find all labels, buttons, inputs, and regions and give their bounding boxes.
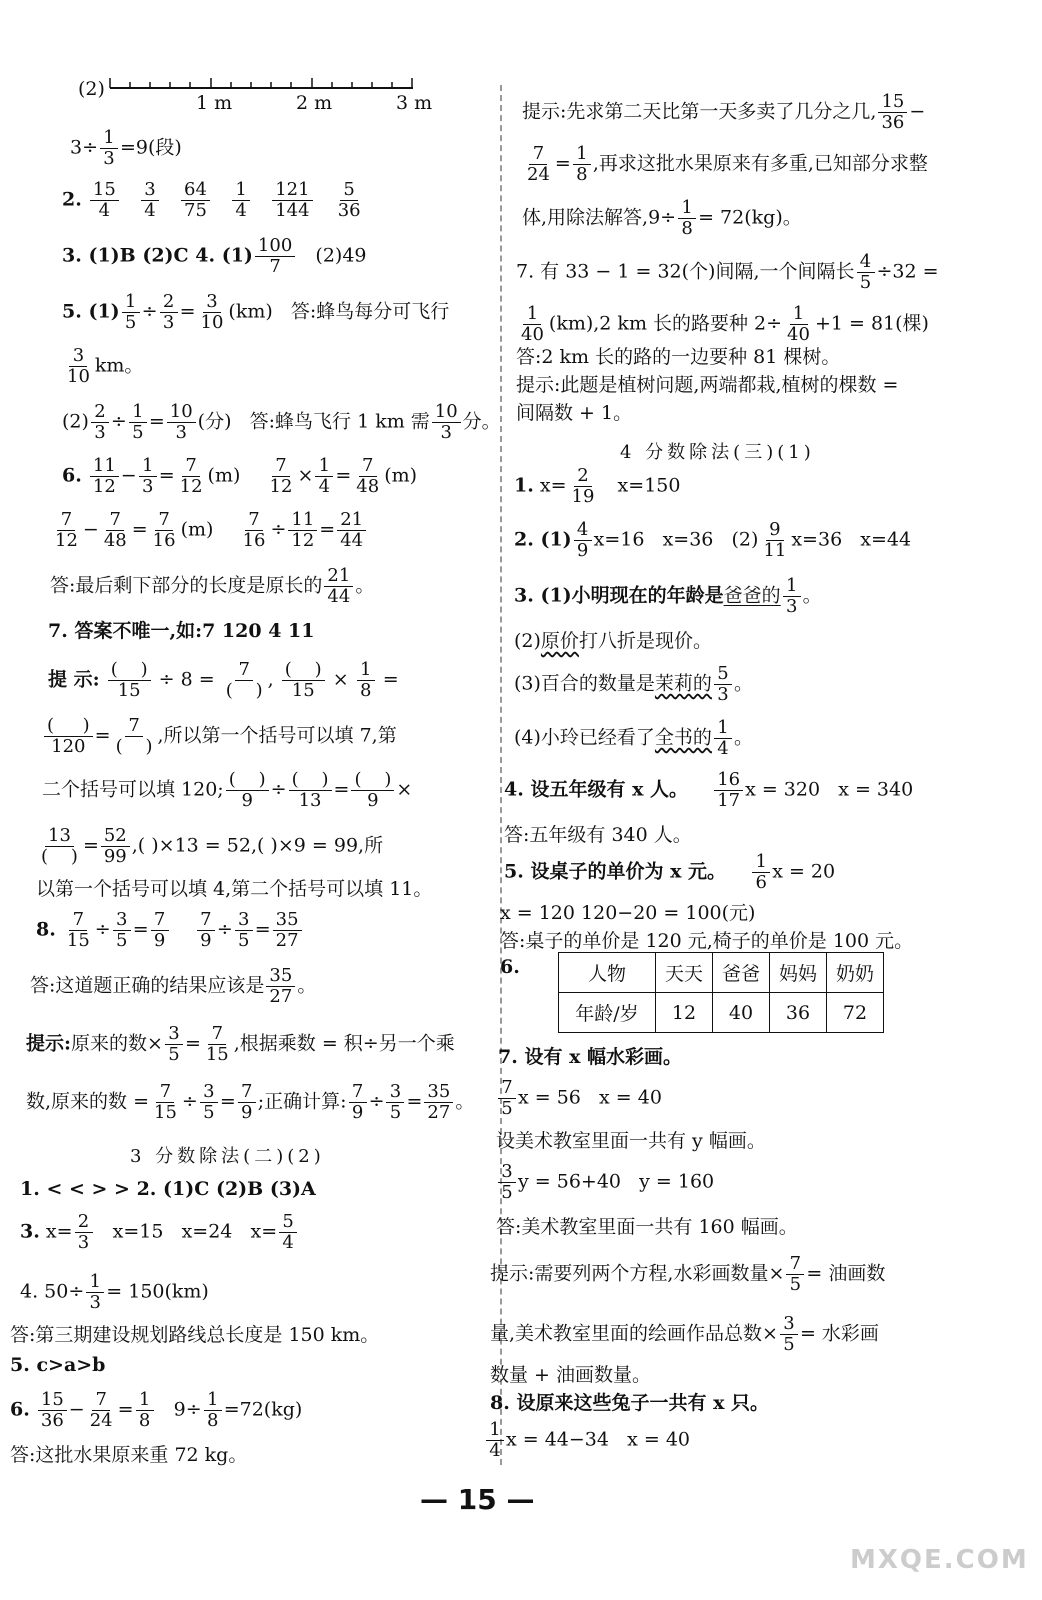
- table-cell: 人物: [559, 953, 656, 993]
- r-q7-answer: 答:2 km 长的路的一边要种 81 棵树。: [516, 346, 841, 368]
- r-hint-line3: 体,用除法解答,9÷ $\frac{1}{8}$ = 72(kg)。: [522, 197, 802, 239]
- section-4-heading: 4 分数除法(三)(1): [620, 442, 815, 463]
- q2-answers: 2. $\frac{15}{4}$ $\frac{3}{4}$ $\frac{64}{75}$ $\frac{1}{4}$ $\frac{121}{144}$ $\frac{5}{36}$: [62, 179, 361, 221]
- s4-hint-line2: 量,美术教室里面的绘画作品总数× $\frac{3}{5}$ = 水彩画: [490, 1313, 879, 1355]
- r-q7-hint2: 间隔数 + 1。: [516, 402, 633, 424]
- s4-q7-line2: 设美术教室里面一共有 y 幅画。: [496, 1130, 766, 1152]
- s3-q6-answer: 答:这批水果原来重 72 kg。: [10, 1444, 248, 1466]
- table-cell: 36: [770, 993, 827, 1033]
- q6-conclusion: 答:最后剩下部分的长度是原长的 $\frac{21}{44}$ 。: [50, 565, 375, 607]
- q6-line1: 6. $\frac{11}{12}$ − $\frac{1}{3}$ = $\frac{7}{12}$ (m) $\frac{7}{12}$ × $\frac{1}{4}$ = $\frac{7}{48}$ (m): [62, 455, 418, 497]
- s4-q7-eq1: $\frac{7}{5}$ x = 56 x = 40: [496, 1078, 662, 1119]
- s4-q5: 5. 设桌子的单价为 x 元。 $\frac{1}{6}$ x = 20: [504, 851, 836, 893]
- s4-q7-eq2: $\frac{3}{5}$ y = 56+40 y = 160: [496, 1162, 714, 1203]
- table-row: [559, 993, 884, 1033]
- r-q7-line1: 7. 有 33 − 1 = 32(个)间隔,一个间隔长 $\frac{4}{5}$ ÷32 =: [516, 251, 939, 293]
- r-hint-line2: $\frac{7}{24}$ = $\frac{1}{8}$ ,再求这批水果原来有多重,已知部分求整: [527, 143, 928, 185]
- q7-hint-line3: 二个括号可以填 120; $\frac{( )}{9}$ ÷ $\frac{( )}{13}$ = $\frac{( )}{9}$ ×: [42, 769, 413, 811]
- s4-q7: 7. 设有 x 幅水彩画。: [498, 1046, 683, 1068]
- line-segments: 3÷ $\frac{1}{3}$ =9(段): [70, 127, 182, 169]
- table-cell: 12: [656, 993, 713, 1033]
- q8-conclusion: 答:这道题正确的结果应该是 $\frac{35}{27}$ 。: [30, 965, 317, 1007]
- q7-hint-line2: $\frac{( )}{120}$ = $\frac{7}{( )}$ ,所以第一个括号可以填 7,第: [42, 716, 397, 757]
- q8-answer: 8. $\frac{7}{15}$ ÷ $\frac{3}{5}$ = $\frac{7}{9}$ $\frac{7}{9}$ ÷ $\frac{3}{5}$ = $\frac{35}{27}$: [36, 910, 304, 951]
- s4-q6-label: 6.: [500, 956, 520, 978]
- s4-q3-3: (3)百合的数量是茉莉的 $\frac{5}{3}$ 。: [514, 663, 753, 705]
- s4-q4-answer: 答:五年级有 340 人。: [504, 824, 692, 846]
- table-cell: 爸爸: [713, 953, 770, 993]
- s3-q6: 6. $\frac{15}{36}$ − $\frac{7}{24}$ = $\frac{1}{8}$ 9÷ $\frac{1}{8}$ =72(kg): [10, 1389, 303, 1431]
- s3-q5: 5. c>a>b: [10, 1354, 106, 1376]
- watermark-logo: MXQE.COM: [850, 1545, 1029, 1575]
- q7-hint-line4: $\frac{13}{( )}$ = $\frac{52}{99}$ ,( )×13 = 52,( )×9 = 99,所: [41, 825, 384, 867]
- table-cell: 40: [713, 993, 770, 1033]
- s4-q7-answer: 答:美术教室里面一共有 160 幅画。: [496, 1216, 798, 1238]
- r-q7-line2: $\frac{1}{40}$ (km),2 km 长的路要种 2÷ $\frac{1}{40}$ +1 = 81(棵): [521, 303, 929, 345]
- ruler-tick-2: 2 m: [296, 92, 333, 114]
- s4-q3-2: (2)原价打八折是现价。: [514, 630, 712, 652]
- s4-q8: 8. 设原来这些兔子一共有 x 只。: [490, 1392, 770, 1414]
- s3-q4-answer: 答:第三期建设规划路线总长度是 150 km。: [10, 1324, 380, 1346]
- q8-hint-line2: 数,原来的数 = $\frac{7}{15}$ ÷ $\frac{3}{5}$ = $\frac{7}{9}$ ;正确计算: $\frac{7}{9}$ ÷ $\frac{3}{5}$ = $\frac{35}{27}$ 。: [26, 1081, 475, 1123]
- q3-q4-answers: 3. (1)B (2)C 4. (1) $\frac{100}{7}$ (2)49: [62, 235, 367, 277]
- ruler-line: [108, 72, 418, 94]
- s4-q5-line2: x = 120 120−20 = 100(元): [500, 902, 756, 924]
- age-table: [558, 952, 884, 1033]
- q5-part1: 5. (1) $\frac{1}{5}$ ÷ $\frac{2}{3}$ = $\frac{3}{10}$ (km) 答:蜂鸟每分可飞行: [62, 291, 450, 333]
- s4-q5-answer: 答:桌子的单价是 120 元,椅子的单价是 100 元。: [500, 930, 914, 952]
- s4-q2: 2. (1) $\frac{4}{9}$ x=16 x=36 (2) $\frac{9}{11}$ x=36 x=44: [514, 519, 912, 561]
- q5-part2: (2) $\frac{2}{3}$ ÷ $\frac{1}{5}$ = $\frac{10}{3}$ (分) 答:蜂鸟飞行 1 km 需 $\frac{10}{3}$ 分。: [62, 401, 501, 443]
- q6-line2: $\frac{7}{12}$ − $\frac{7}{48}$ = $\frac{7}{16}$ (m) $\frac{7}{16}$ ÷ $\frac{11}{12}$ = $\frac{21}{44}$: [50, 510, 368, 551]
- table-cell: 天天: [656, 953, 713, 993]
- ruler-tick-1: 1 m: [196, 92, 233, 114]
- page-number: — 15 —: [420, 1483, 535, 1516]
- q5-km: $\frac{3}{10}$ km。: [67, 345, 144, 387]
- table-cell: 奶奶: [827, 953, 884, 993]
- q7-hint-line5: 以第一个括号可以填 4,第二个括号可以填 11。: [36, 878, 433, 900]
- ruler-tick-3: 3 m: [396, 92, 433, 114]
- s3-q3: 3. x= $\frac{2}{3}$ x=15 x=24 x= $\frac{5}{4}$: [20, 1212, 299, 1253]
- table-cell: 72: [827, 993, 884, 1033]
- ruler-label: (2): [78, 78, 105, 100]
- s4-q3-4: (4)小玲已经看了全书的 $\frac{1}{4}$ 。: [514, 717, 753, 759]
- r-hint-line1: 提示:先求第二天比第一天多卖了几分之几, $\frac{15}{36}$ −: [522, 91, 926, 133]
- r-q7-hint: 提示:此题是植树问题,两端都栽,植树的棵数 =: [516, 374, 899, 396]
- s3-q4: 4. 50÷ $\frac{1}{3}$ = 150(km): [20, 1271, 209, 1313]
- q7-answer: 7. 答案不唯一,如:7 120 4 11: [48, 620, 315, 642]
- s4-q8-eq: $\frac{1}{4}$ x = 44−34 x = 40: [484, 1420, 690, 1461]
- q7-hint-line1: 提 示: $\frac{( )}{15}$ ÷ 8 = $\frac{7}{( )}$ , $\frac{( )}{15}$ × $\frac{1}{8}$ =: [48, 659, 399, 701]
- s4-hint-line1: 提示:需要列两个方程,水彩画数量× $\frac{7}{5}$ = 油画数: [490, 1253, 886, 1295]
- section-3-heading: 3 分数除法(二)(2): [130, 1146, 325, 1167]
- s4-hint-line3: 数量 + 油画数量。: [490, 1364, 651, 1386]
- s3-q1-q2: 1. < < > > 2. (1)C (2)B (3)A: [20, 1178, 316, 1200]
- s4-q1: 1. x= $\frac{2}{19}$ x=150: [514, 465, 681, 507]
- table-cell: 妈妈: [770, 953, 827, 993]
- q8-hint-line1: 提示:原来的数× $\frac{3}{5}$ = $\frac{7}{15}$ ,根据乘数 = 积÷另一个乘: [26, 1023, 455, 1065]
- s4-q3-1: 3. (1)小明现在的年龄是爸爸的 $\frac{1}{3}$ 。: [514, 575, 822, 617]
- table-cell: 年龄/岁: [559, 993, 656, 1033]
- s4-q4: 4. 设五年级有 x 人。 $\frac{16}{17}$ x = 320 x = 340: [504, 769, 914, 811]
- table-row: [559, 953, 884, 993]
